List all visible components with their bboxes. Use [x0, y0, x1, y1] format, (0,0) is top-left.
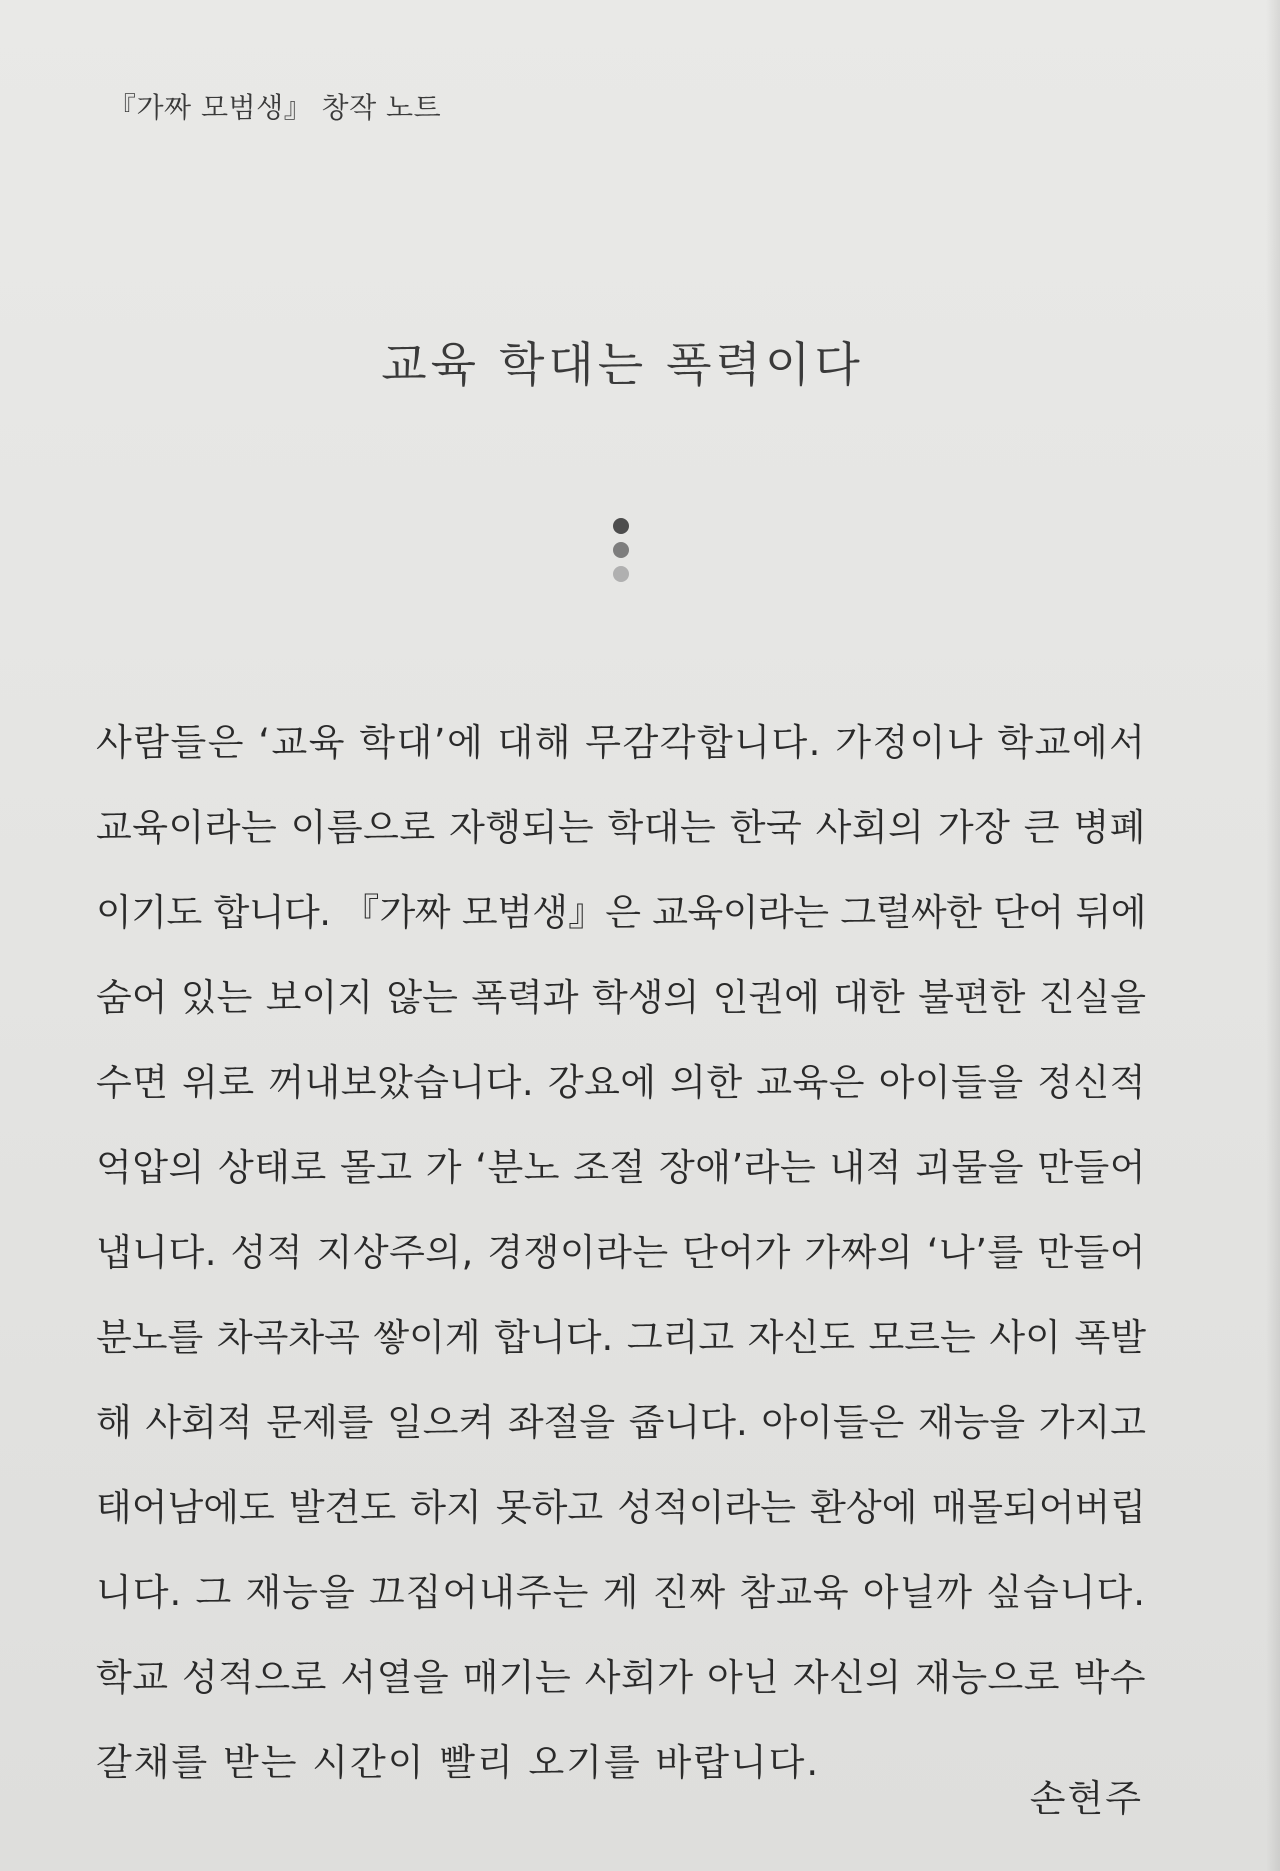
body-paragraph [96, 713, 1146, 1818]
body-line: 냅니다. 성적 지상주의, 경쟁이라는 단어가 가짜의 ‘나’를 만들어 [96, 1231, 1146, 1274]
author-signature: 손현주 [1029, 1777, 1143, 1820]
chapter-title: 교육 학대는 폭력이다 [381, 338, 864, 393]
ornament-dots [611, 518, 631, 590]
page-edge-shadow [1266, 0, 1280, 1871]
body-line: 사람들은 ‘교육 학대’에 대해 무감각합니다. 가정이나 학교에서 [96, 721, 1147, 764]
body-line: 이기도 합니다. 『가짜 모범생』은 교육이라는 그럴싸한 단어 뒤에 [96, 891, 1146, 934]
body-line: 태어남에도 발견도 하지 못하고 성적이라는 환상에 매몰되어버립 [96, 1486, 1146, 1529]
ornament-dot-light [613, 566, 629, 582]
body-line: 학교 성적으로 서열을 매기는 사회가 아닌 자신의 재능으로 박수 [96, 1656, 1146, 1699]
ornament-dot-mid [613, 542, 629, 558]
body-line: 분노를 차곡차곡 쌓이게 합니다. 그리고 자신도 모르는 사이 폭발 [96, 1316, 1146, 1359]
body-line: 니다. 그 재능을 끄집어내주는 게 진짜 참교육 아닐까 싶습니다. [96, 1571, 1146, 1614]
body-line: 숨어 있는 보이지 않는 폭력과 학생의 인권에 대한 불편한 진실을 [96, 976, 1146, 1019]
body-line: 억압의 상태로 몰고 가 ‘분노 조절 장애’라는 내적 괴물을 만들어 [96, 1146, 1146, 1189]
running-header: 『가짜 모범생』 창작 노트 [108, 91, 442, 124]
body-line: 수면 위로 꺼내보았습니다. 강요에 의한 교육은 아이들을 정신적 [96, 1061, 1146, 1104]
body-line: 교육이라는 이름으로 자행되는 학대는 한국 사회의 가장 큰 병폐 [96, 806, 1146, 849]
body-line: 갈채를 받는 시간이 빨리 오기를 바랍니다. [96, 1741, 821, 1784]
ornament-dot-dark [613, 518, 629, 534]
body-line: 해 사회적 문제를 일으켜 좌절을 줍니다. 아이들은 재능을 가지고 [96, 1401, 1146, 1444]
